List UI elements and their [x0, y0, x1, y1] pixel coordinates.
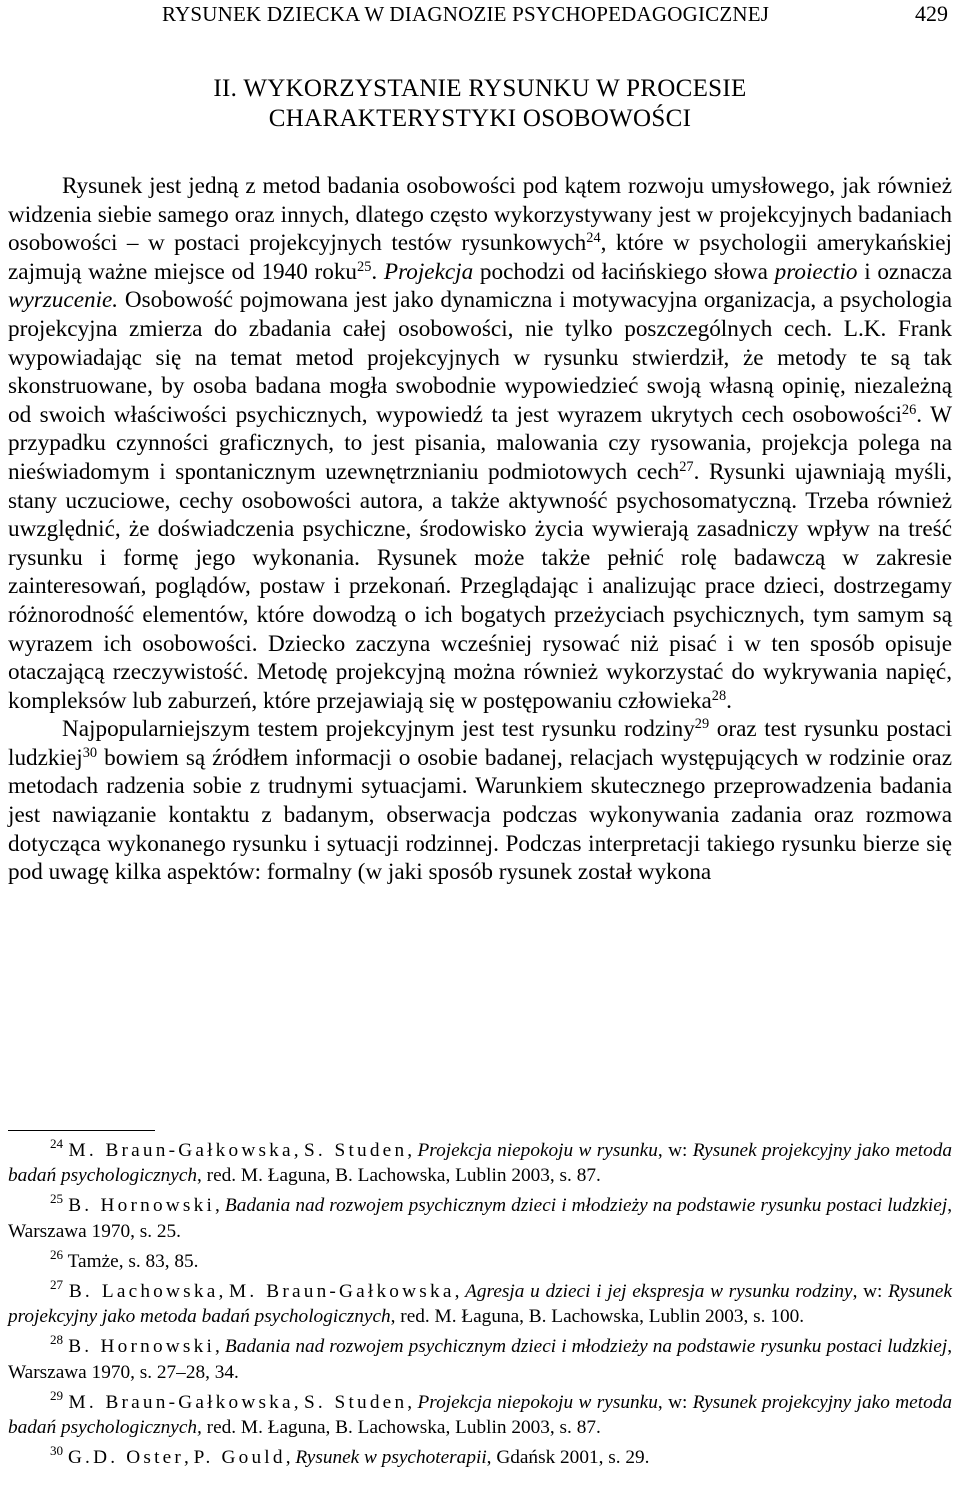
text-run: pochodzi od łacińskiego słowa [473, 258, 775, 285]
text-run: i oznacza [857, 258, 952, 285]
chapter-heading-line-1: II. WYKORZYSTANIE RYSUNKU W PROCESIE [213, 75, 747, 102]
book-page [8, 0, 952, 1511]
footnote-source: Rysunek projekcyjny jako metoda badań psychologicznych [8, 1280, 952, 1328]
footnote-ref-26[interactable]: 26 [901, 401, 917, 418]
italic-term: wyrzucenie. [8, 287, 119, 314]
footnote-author: M. Braun-Gałkowska [68, 1391, 294, 1413]
text-run: bowiem są źródłem informacji o osobie badanej, relacjach występujących w rodzinie oraz metodach radzenia sobie z trudnymi sytuacjami. Warunkiem skutecznego przeprowadzenia badania jest nawiązanie kontaktu z badanym, obserwacja podczas wykonywania zadania oraz rozmowa dotycząca wykonanego rysunku i sytuacji rodzinnej. Podczas interpretacji takiego rysunku bierze się pod uwagę kilka aspektów: formalny (w jaki sposób rysunek został wykona [8, 744, 952, 886]
footnote-number: 25 [50, 1191, 64, 1207]
footnote-tail: , red. M. Łaguna, B. Lachowska, Lublin 2003, s. 100. [390, 1306, 805, 1328]
footnote-number: 30 [50, 1443, 64, 1459]
footnote-author: B. Hornowski [68, 1336, 216, 1358]
footnote-author: G.D. Oster [67, 1447, 185, 1469]
footnote-ref-29[interactable]: 29 [694, 716, 710, 733]
footnote-author: B. Hornowski [68, 1195, 216, 1217]
footnote-ref-28[interactable]: 28 [711, 687, 727, 704]
footnote-number: 28 [50, 1332, 64, 1348]
footnote-tail: red. M. Łaguna, B. Lachowska, Lublin 2003, s. 87. [201, 1417, 601, 1439]
running-head-title: RYSUNEK DZIECKA W DIAGNOZIE PSYCHOPEDAGOGICZNEJ [162, 2, 770, 26]
text-run: , w: [852, 1280, 889, 1302]
footnote-author: P. Gould [193, 1447, 286, 1469]
text-run: , [285, 1447, 296, 1469]
footnote-author: S. Studen [303, 1140, 408, 1161]
text-run: Najpopularniejszym testem projekcyjnym jest test rysunku rodziny [62, 716, 695, 743]
footnote-source: Rysunek projekcyjny jako metoda badań psychologicznych, [8, 1391, 952, 1439]
footnote-24 [8, 1138, 952, 1189]
footnote-author: M. Braun-Gałkowska [229, 1280, 455, 1302]
chapter-heading [8, 74, 952, 134]
footnotes [8, 1138, 952, 1475]
text-run: . [371, 258, 384, 285]
footnote-number: 26 [50, 1246, 64, 1262]
footnote-tail: , Gdańsk 2001, s. 29. [486, 1447, 650, 1469]
footnote-29 [8, 1387, 952, 1441]
footnote-30 [8, 1445, 952, 1470]
footnote-25 [8, 1193, 952, 1244]
text-run: , w: [657, 1391, 693, 1413]
text-run: Osobowość pojmowana jest jako dynamiczna i motywacyjna organizacja, a psychologia projekcyjna zmierza do zbadania całej osobowości, nie tylko poszczególnych cech. L.K. Frank wypowiadając się na temat metod projekcyjnych w rysunku stwierdził, że metody te są tak skonstruowane, by osoba badana mogła swobodnie wypowiedzieć swoją własną opinię, niezależną od swoich właściwości psychicznych, wypowiedź ta jest wyrazem ukrytych cech osobowości [8, 287, 952, 428]
footnote-author: S. Studen [303, 1391, 408, 1413]
text-run: , [293, 1391, 304, 1413]
text-run: . [726, 687, 732, 714]
footnote-ref-25[interactable]: 25 [357, 258, 372, 275]
footnote-title: Rysunek w psychoterapii [295, 1447, 487, 1469]
paragraph-1 [8, 172, 952, 715]
footnote-number: 24 [50, 1136, 64, 1152]
footnote-ref-27[interactable]: 27 [679, 459, 694, 476]
running-head [8, 2, 952, 32]
footnote-author: M. Braun-Gałkowska [68, 1140, 294, 1161]
italic-term: proiectio [774, 258, 858, 285]
text-run: , [454, 1280, 466, 1302]
footnote-number: 27 [50, 1276, 64, 1292]
footnote-text: Tamże, s. 83, 85. [67, 1250, 199, 1272]
footnote-author: B. Lachowska [68, 1280, 219, 1302]
footnote-26 [8, 1246, 952, 1274]
text-run: , [407, 1391, 418, 1413]
text-run: , które w psychologii amerykańskiej zajmują ważne miejsce od 1940 roku [8, 230, 952, 285]
footnote-title: Projekcja niepokoju w rysunku [417, 1140, 658, 1161]
text-run: , [184, 1447, 194, 1469]
text-run: , [218, 1280, 229, 1302]
footnote-separator [8, 1130, 155, 1131]
footnote-title: Agresja u dzieci i jej ekspresja w rysunku rodziny [465, 1280, 853, 1302]
footnote-28 [8, 1334, 952, 1385]
chapter-heading-line-2: CHARAKTERYSTYKI OSOBOWOŚCI [268, 105, 692, 132]
text-run: oraz test rysunku postaci ludzkiej [8, 716, 952, 771]
footnote-title: Badania nad rozwojem psychicznym dzieci i młodzieży na podstawie rysunku postaci ludzkiej [224, 1195, 948, 1217]
footnote-number: 29 [50, 1387, 64, 1403]
italic-term: Projekcja [383, 258, 474, 285]
footnote-tail: , red. M. Łaguna, B. Lachowska, Lublin 2003, s. 87. [197, 1165, 601, 1187]
text-run: . W przypadku czynności graficznych, to jest pisania, malowania czy rysowania, projekcja polega na nieświadomym i spontanicznym uzewnętrznianiu podmiotowych cech [8, 401, 952, 485]
text-run: . Rysunki ujawniają myśli, stany uczuciowe, cechy osobowości autora, a także aktywność psychosomatyczną. Trzeba również uwzględnić, że doświadczenia psychiczne, środowisko życia wywierają zasadniczy wpływ na treść rysunku i formę jego wykonania. Rysunek może także pełnić rolę badawczą w zakresie zainteresowań, poglądów, postaw i przekonań. Przeglądając i analizując prace dzieci, dostrzegamy różnorodność elementów, które dowodzą o ich bogatych przeżyciach psychicznych, tym samym są wyrazem ich osobowości. Dziecko zaczyna wcześniej rysować niż pisać i w ten sposób opisuje otaczającą rzeczywistość. Metodę projekcyjną można również wykorzystać do wykrywania napięć, kompleksów lub zaburzeń, które przejawiają się w postępowaniu człowieka [8, 458, 952, 714]
footnote-27 [8, 1276, 952, 1330]
text-run: , [215, 1195, 225, 1217]
footnote-title: Projekcja niepokoju w rysunku [417, 1391, 658, 1413]
text-run: , [215, 1336, 225, 1358]
text-run: , [293, 1140, 304, 1161]
page-number: 429 [915, 1, 948, 26]
paragraph-2 [8, 715, 952, 887]
text-run: Rysunek jest jedną z metod badania osobowości pod kątem rozwoju umysłowego, jak również widzenia siebie samego oraz innych, dlatego często wykorzystywany jest w projekcyjnych badaniach osobowości – w postaci projekcyjnych testów rysunkowych [8, 173, 952, 257]
footnote-tail: , Warszawa 1970, s. 25. [8, 1195, 953, 1242]
text-run: , w: [657, 1140, 693, 1161]
footnote-source: Rysunek projekcyjny jako metoda badań psychologicznych [8, 1140, 952, 1187]
footnote-title: Badania nad rozwojem psychicznym dzieci i młodzieży na podstawie rysunku postaci ludzkiej [224, 1336, 948, 1358]
footnote-ref-24[interactable]: 24 [586, 230, 601, 247]
footnote-tail: , Warszawa 1970, s. 27–28, 34. [8, 1336, 953, 1383]
text-run: , [407, 1140, 418, 1161]
footnote-ref-30[interactable]: 30 [82, 744, 98, 761]
body-text [8, 172, 952, 887]
